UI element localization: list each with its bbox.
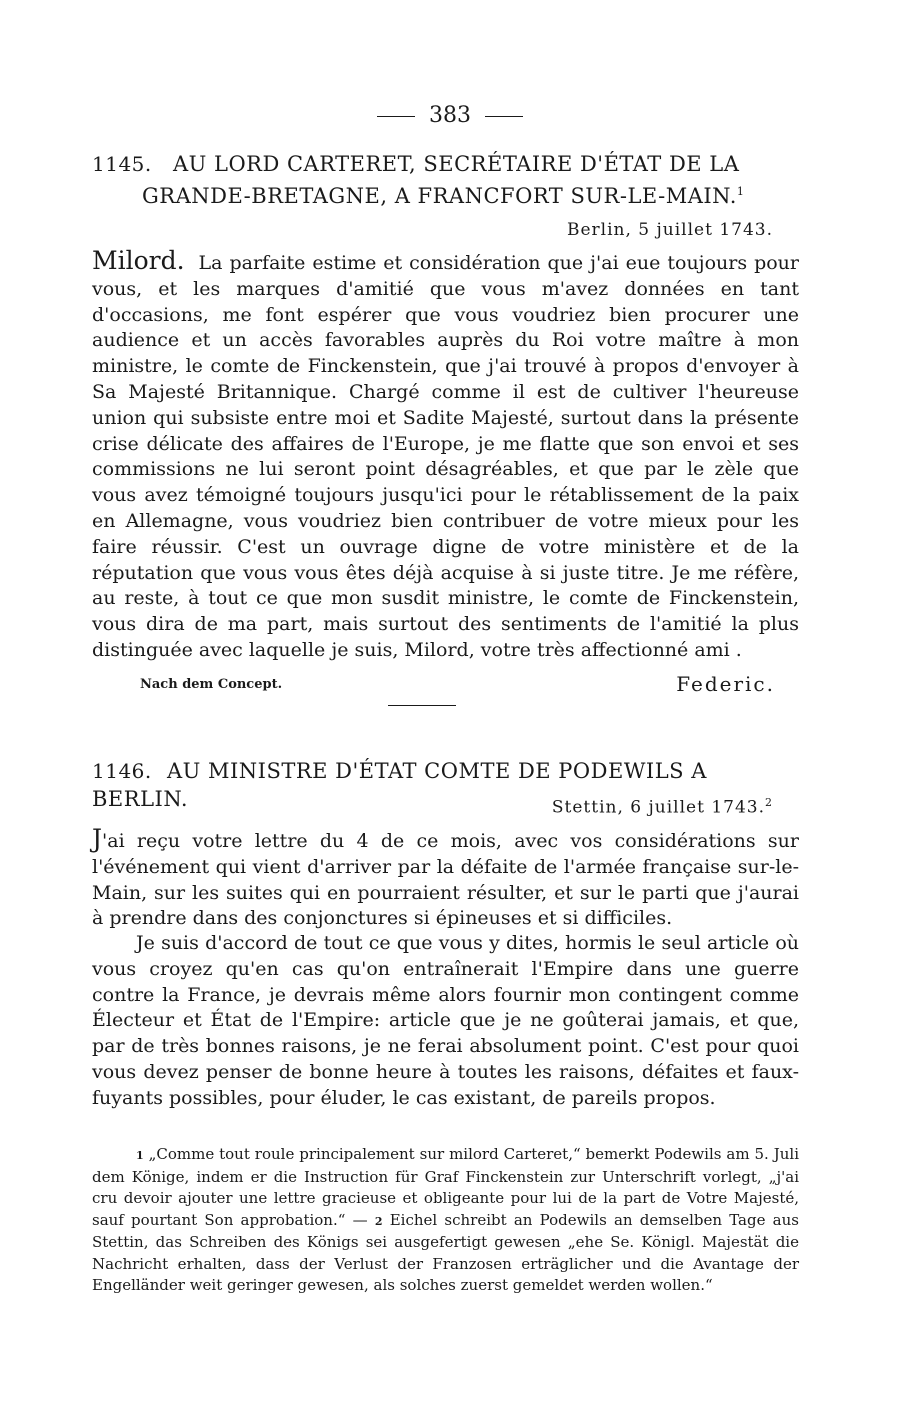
page-number-dash-right xyxy=(485,116,523,117)
letter-1145-heading-line1: AU LORD CARTERET, SECRÉTAIRE D'ÉTAT DE LA xyxy=(172,152,740,176)
page-number: 383 xyxy=(0,103,900,128)
footnote-2-mark: 2 xyxy=(374,1214,383,1228)
footnote-ref-1: 1 xyxy=(736,185,745,198)
letter-1146-paragraph-1: J'ai reçu votre lettre du 4 de ce mois, avec vos considérations sur l'événement qui vient d'arriver par la défaite de l'armée française sur-le-Main, sur les suites qui en pourraient résulter, et sur le parti que j'aurai à prendre dans des conjonctures si épineuses et si difficiles. xyxy=(92,824,799,930)
letter-1146-initial: J xyxy=(92,824,103,853)
footnote-ref-2: 2 xyxy=(765,796,773,809)
page-number-dash-left xyxy=(377,116,415,117)
letter-1146-paragraph-2: Je suis d'accord de tout ce que vous y dites, hormis le seul article où vous croyez qu'en cas qu'on entraînerait l'Empire dans une guerre contre la France, je devrais même alors fournir mon contingent comme Électeur et État de l'Empire: article que je ne goûterai jamais, et que, par de très bonnes raisons, je ne ferai absolument point. C'est pour quoi vous devez penser de bonne heure à toutes les raisons, défaites et faux-fuyants possibles, pour éluder, le cas existant, de pareils propos. xyxy=(92,932,799,1109)
letter-1145-salutation: Milord. xyxy=(92,246,185,275)
footnote-1-mark: 1 xyxy=(136,1149,144,1162)
letter-1145-body: Milord. La parfaite estime et considération que j'ai eue toujours pour vous, et les marques d'amitié que vous m'avez données en tant d'occasions, me font espérer que vous voudriez bien procurer une audience et un accès favorables auprès du Roi votre maître à mon ministre, le comte de Finckenstein, que j'ai trouvé à propos d'envoyer à Sa Majesté Britannique. Chargé comme il est de cultiver l'heureuse union qui subsiste entre moi et Sadite Majesté, surtout dans la présente crise délicate des affaires de l'Europe, je me flatte que son envoi et ses commissions ne lui seront point désagréables, et que par le zèle que vous avez témoigné toujours jusqu'ici pour le rétablissement de la paix en Allemagne, vous voudriez bien contribuer de votre mieux pour les faire réussir. C'est un ouvrage digne de votre ministère et de la réputation que vous vous êtes déjà acquise à si juste titre. Je me réfère, au reste, à tout ce que mon susdit ministre, le comte de Finckenstein, vous dira de ma part, mais surtout des sentiments de l'amitié la plus distinguée avec laquelle je suis, Milord, votre très affectionné ami . xyxy=(92,246,799,661)
footnote-1-text: „Comme tout roule principalement sur milord Carteret,“ bemerkt Podewils am 5. Juli dem Könige, indem er die Instruction für Graf Finckenstein zur Unterschrift vorlegt, „j'ai cru devoir ajouter une lettre gracieuse et obligeante pour lui de la part de Votre Majesté, sauf pourtant Son approbation.“ — xyxy=(92,1145,799,1229)
letter-1146-heading-text: AU MINISTRE D'ÉTAT COMTE DE PODEWILS A BERLIN. xyxy=(92,759,707,811)
letter-1145-dateline: Berlin, 5 juillet 1743. xyxy=(566,220,773,240)
letter-1146-dateline: Stettin, 6 juillet 1743.$^2$ xyxy=(551,796,773,818)
letter-1146-number: 1146. xyxy=(92,759,152,783)
letter-1145-number: 1145. xyxy=(92,152,152,176)
footnote-2-text: Eichel schreibt an Podewils an demselben Tage aus Stettin, das Schreiben des Königs sei ausgefertigt gewesen „ehe Se. Königl. Majestät die Nachricht erhalten, dass der Verlust der Franzosen erträglicher und die Avantage der Engelländer weit geringer gewesen, als solches zuerst gemeldet werden wollen.“ xyxy=(92,1210,799,1294)
letter-1145-signature: Federic. xyxy=(676,672,775,696)
footnotes xyxy=(92,1144,799,1297)
letter-1145-heading-line2: GRANDE-BRETAGNE, A FRANCFORT SUR-LE-MAIN.$^1$ xyxy=(142,184,745,208)
letter-1145-heading xyxy=(92,150,807,210)
section-divider xyxy=(388,705,456,706)
letter-1145-source: Nach dem Concept. xyxy=(140,677,283,692)
